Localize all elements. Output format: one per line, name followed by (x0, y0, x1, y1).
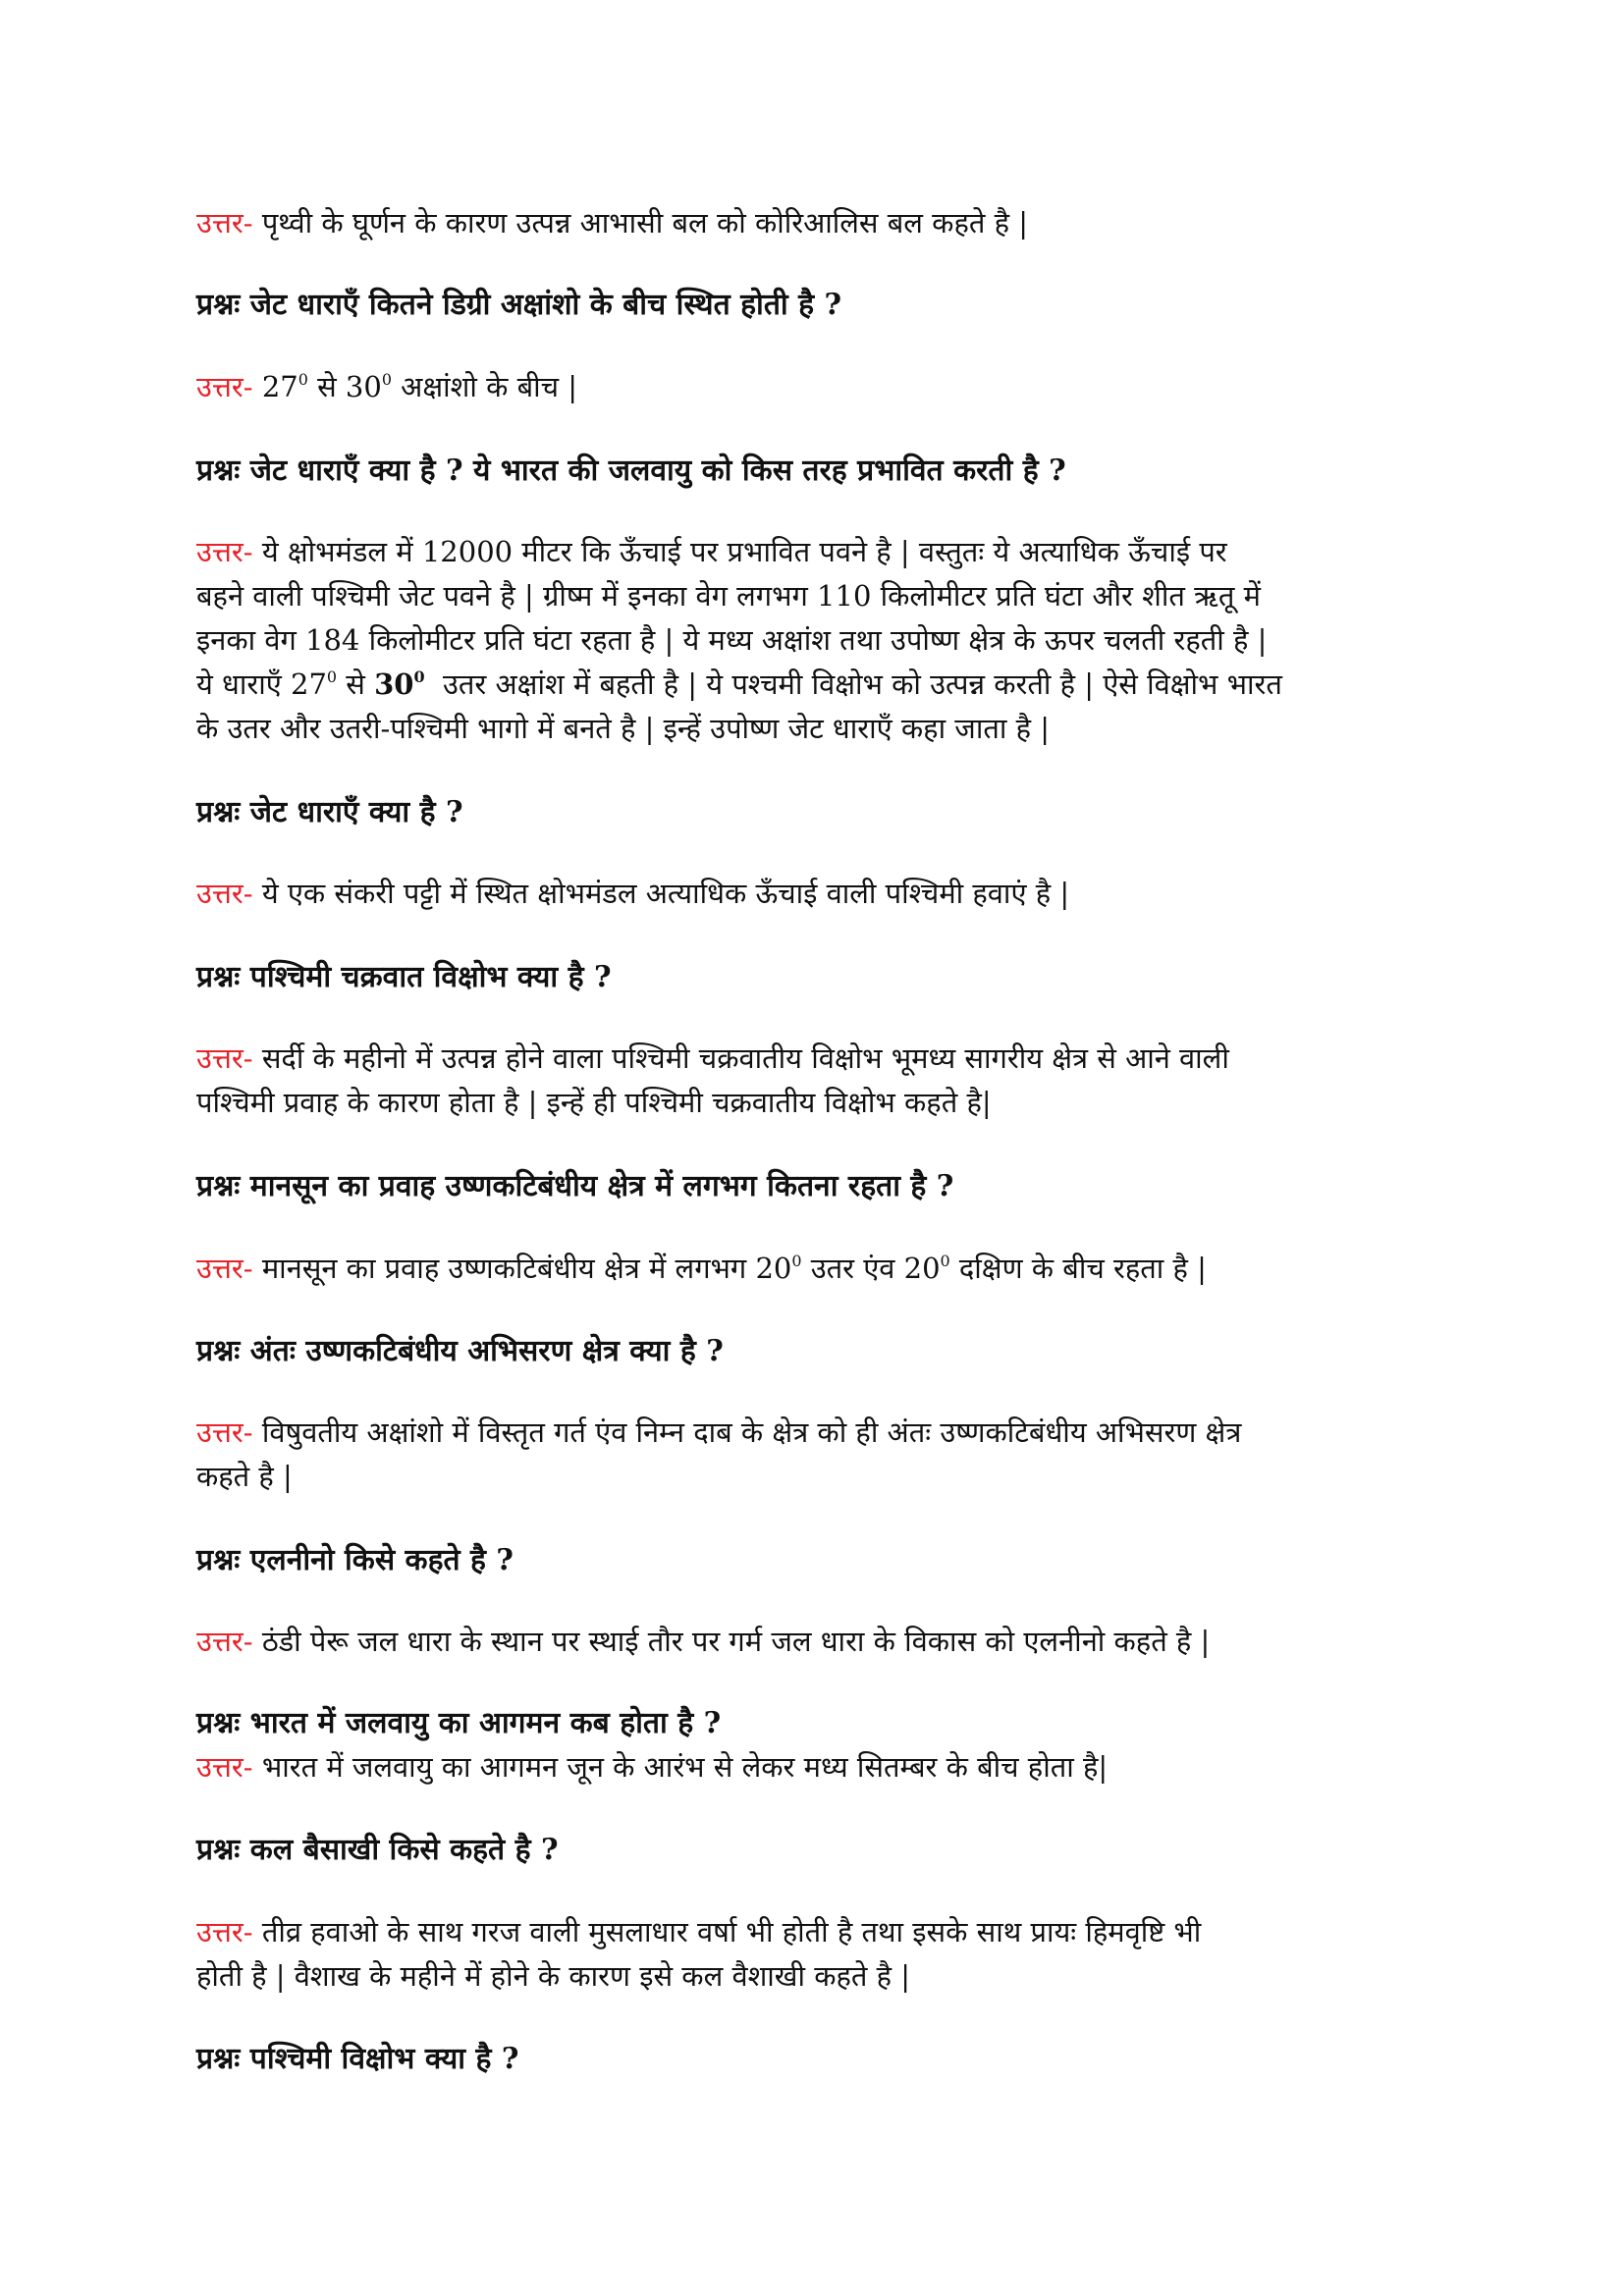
question-prefix: प्रश्नः (196, 1833, 241, 1867)
answer-western-cyclonic-line-2 (196, 1081, 992, 1125)
answer-what-are-jet-streams (196, 872, 1069, 916)
answer-text: उतर अक्षांश में बहती है | ये पश्चमी विक्षोभ को उत्पन्न करती है | ऐसे विक्षोभ भारत (424, 667, 1282, 701)
answer-text: 27 (261, 370, 298, 403)
answer-jet-stream-line-4 (196, 663, 1282, 707)
answer-climate-arrival (196, 1745, 1108, 1789)
question-itcz (196, 1329, 724, 1373)
degree-sup: 0 (326, 667, 338, 687)
question-prefix: प्रश्नः (196, 1169, 241, 1203)
answer-jet-stream-line-2 (196, 574, 1261, 618)
answer-text: ये एक संकरी पट्टी में स्थित क्षोभमंडल अत्याधिक ऊँचाई वाली पश्चिमी हवाएं है | (261, 877, 1070, 910)
question-prefix: प्रश्नः (196, 1543, 241, 1577)
question-text: मानसून का प्रवाह उष्णकटिबंधीय क्षेत्र में लगभग कितना रहता है ? (249, 1169, 954, 1203)
answer-label: उत्तर- (196, 1415, 253, 1449)
answer-label: उत्तर- (196, 877, 253, 910)
answer-itcz-line-1 (196, 1411, 1241, 1455)
question-jet-stream-india-climate (196, 449, 1066, 493)
question-text: जेट धाराएँ कितने डिग्री अक्षांशो के बीच स्थित होती है ? (249, 288, 842, 322)
answer-label: उत्तर- (196, 1625, 253, 1658)
answer-text: के उतर और उतरी-पश्चिमी भागो में बनते है | इन्हें उपोष्ण जेट धाराएँ कहा जाता है | (196, 712, 1050, 745)
question-western-cyclonic-disturbance (196, 955, 612, 999)
degree-sup: 0 (298, 370, 308, 390)
question-el-nino (196, 1538, 514, 1582)
answer-jet-stream-line-1 (196, 530, 1227, 574)
question-western-disturbance (196, 2037, 518, 2081)
answer-text: विषुवतीय अक्षांशो में विस्तृत गर्त एंव निम्न दाब के क्षेत्र को ही अंतः उष्णकटिबंधीय अभिसरण क्षेत्र (261, 1415, 1242, 1449)
answer-text: ठंडी पेरू जल धारा के स्थान पर स्थाई तौर पर गर्म जल धारा के विकास को एलनीनो कहते है | (261, 1625, 1211, 1658)
answer-text: भारत में जलवायु का आगमन जून के आरंभ से लेकर मध्य सितम्बर के बीच होता है| (261, 1750, 1109, 1784)
answer-jet-stream-latitude (196, 365, 577, 409)
answer-el-nino (196, 1620, 1210, 1664)
degree-sup: 0 (413, 667, 425, 687)
answer-text: ये धाराएँ 27 (196, 667, 327, 701)
answer-text: दक्षिण के बीच रहता है | (949, 1252, 1207, 1285)
answer-text: होती है | वैशाख के महीने में होने के कारण इसे कल वैशाखी कहते है | (196, 1959, 911, 1993)
question-what-are-jet-streams (196, 790, 463, 834)
question-kal-baisakhi (196, 1828, 559, 1872)
question-text: एलनीनो किसे कहते है ? (249, 1543, 514, 1577)
answer-label: उत्तर- (196, 535, 253, 568)
answer-label: उत्तर- (196, 370, 253, 403)
answer-jet-stream-line-5 (196, 707, 1050, 751)
answer-text: मानसून का प्रवाह उष्णकटिबंधीय क्षेत्र में लगभग 20 (261, 1252, 792, 1285)
degree-sup: 0 (791, 1252, 802, 1271)
question-text: जेट धाराएँ क्या है ? (249, 795, 463, 829)
answer-jet-stream-line-3 (196, 618, 1267, 663)
question-text: पश्चिमी विक्षोभ क्या है ? (249, 2042, 519, 2076)
answer-text: अक्षांशो के बीच | (391, 370, 578, 403)
question-prefix: प्रश्नः (196, 795, 241, 829)
answer-text-bold: 30 (374, 667, 414, 701)
answer-western-cyclonic-line-1 (196, 1037, 1229, 1081)
answer-label: उत्तर- (196, 1041, 253, 1075)
answer-text: ये क्षोभमंडल में 12000 मीटर कि ऊँचाई पर प्रभावित पवने है | वस्तुतः ये अत्याधिक ऊँचाई पर (261, 535, 1227, 568)
question-prefix: प्रश्नः (196, 454, 241, 488)
question-prefix: प्रश्नः (196, 288, 241, 322)
answer-label: उत्तर- (196, 1252, 253, 1285)
degree-sup: 0 (940, 1252, 950, 1271)
answer-text: कहते है | (196, 1460, 293, 1493)
question-text: भारत में जलवायु का आगमन कब होता है ? (249, 1706, 722, 1740)
answer-text: पश्चिमी प्रवाह के कारण होता है | इन्हें ही पश्चिमी चक्रवातीय विक्षोभ कहते है| (196, 1086, 992, 1119)
answer-text: सर्दी के महीनो में उत्पन्न होने वाला पश्चिमी चक्रवातीय विक्षोभ भूमध्य सागरीय क्षेत्र से आने वाली (261, 1041, 1229, 1075)
question-prefix: प्रश्नः (196, 2042, 241, 2076)
answer-monsoon-flow (196, 1247, 1207, 1291)
question-text: पश्चिमी चक्रवात विक्षोभ क्या है ? (249, 960, 612, 994)
answer-coriolis (196, 201, 1028, 245)
question-text: अंतः उष्णकटिबंधीय अभिसरण क्षेत्र क्या है ? (249, 1334, 724, 1368)
answer-text: बहने वाली पश्चिमी जेट पवने है | ग्रीष्म में इनका वेग लगभग 110 किलोमीटर प्रति घंटा और शीत ऋतू में (196, 579, 1261, 613)
answer-kal-baisakhi-line-1 (196, 1910, 1201, 1954)
question-text: जेट धाराएँ क्या है ? ये भारत की जलवायु को किस तरह प्रभावित करती है ? (249, 454, 1066, 488)
question-text: कल बैसाखी किसे कहते है ? (249, 1833, 559, 1867)
answer-label: उत्तर- (196, 1750, 253, 1784)
answer-text: तीव्र हवाओ के साथ गरज वाली मुसलाधार वर्षा भी होती है तथा इसके साथ प्रायः हिमवृष्टि भी (261, 1915, 1202, 1949)
question-monsoon-flow (196, 1164, 953, 1208)
question-jet-stream-latitude (196, 283, 841, 327)
question-prefix: प्रश्नः (196, 960, 241, 994)
answer-kal-baisakhi-line-2 (196, 1954, 910, 1999)
answer-text: से (337, 667, 375, 701)
answer-itcz-line-2 (196, 1455, 293, 1499)
answer-text: उतर एंव 20 (801, 1252, 941, 1285)
answer-text: इनका वेग 184 किलोमीटर प्रति घंटा रहता है | ये मध्य अक्षांश तथा उपोष्ण क्षेत्र के ऊपर चलती रहती है | (196, 623, 1268, 657)
question-climate-arrival (196, 1701, 721, 1745)
degree-sup: 0 (381, 370, 392, 390)
answer-text: से 30 (307, 370, 382, 403)
answer-label: उत्तर- (196, 1915, 253, 1949)
answer-text: पृथ्वी के घूर्णन के कारण उत्पन्न आभासी बल को कोरिआलिस बल कहते है | (261, 206, 1028, 240)
answer-label: उत्तर- (196, 206, 253, 240)
question-prefix: प्रश्नः (196, 1334, 241, 1368)
question-prefix: प्रश्नः (196, 1706, 241, 1740)
